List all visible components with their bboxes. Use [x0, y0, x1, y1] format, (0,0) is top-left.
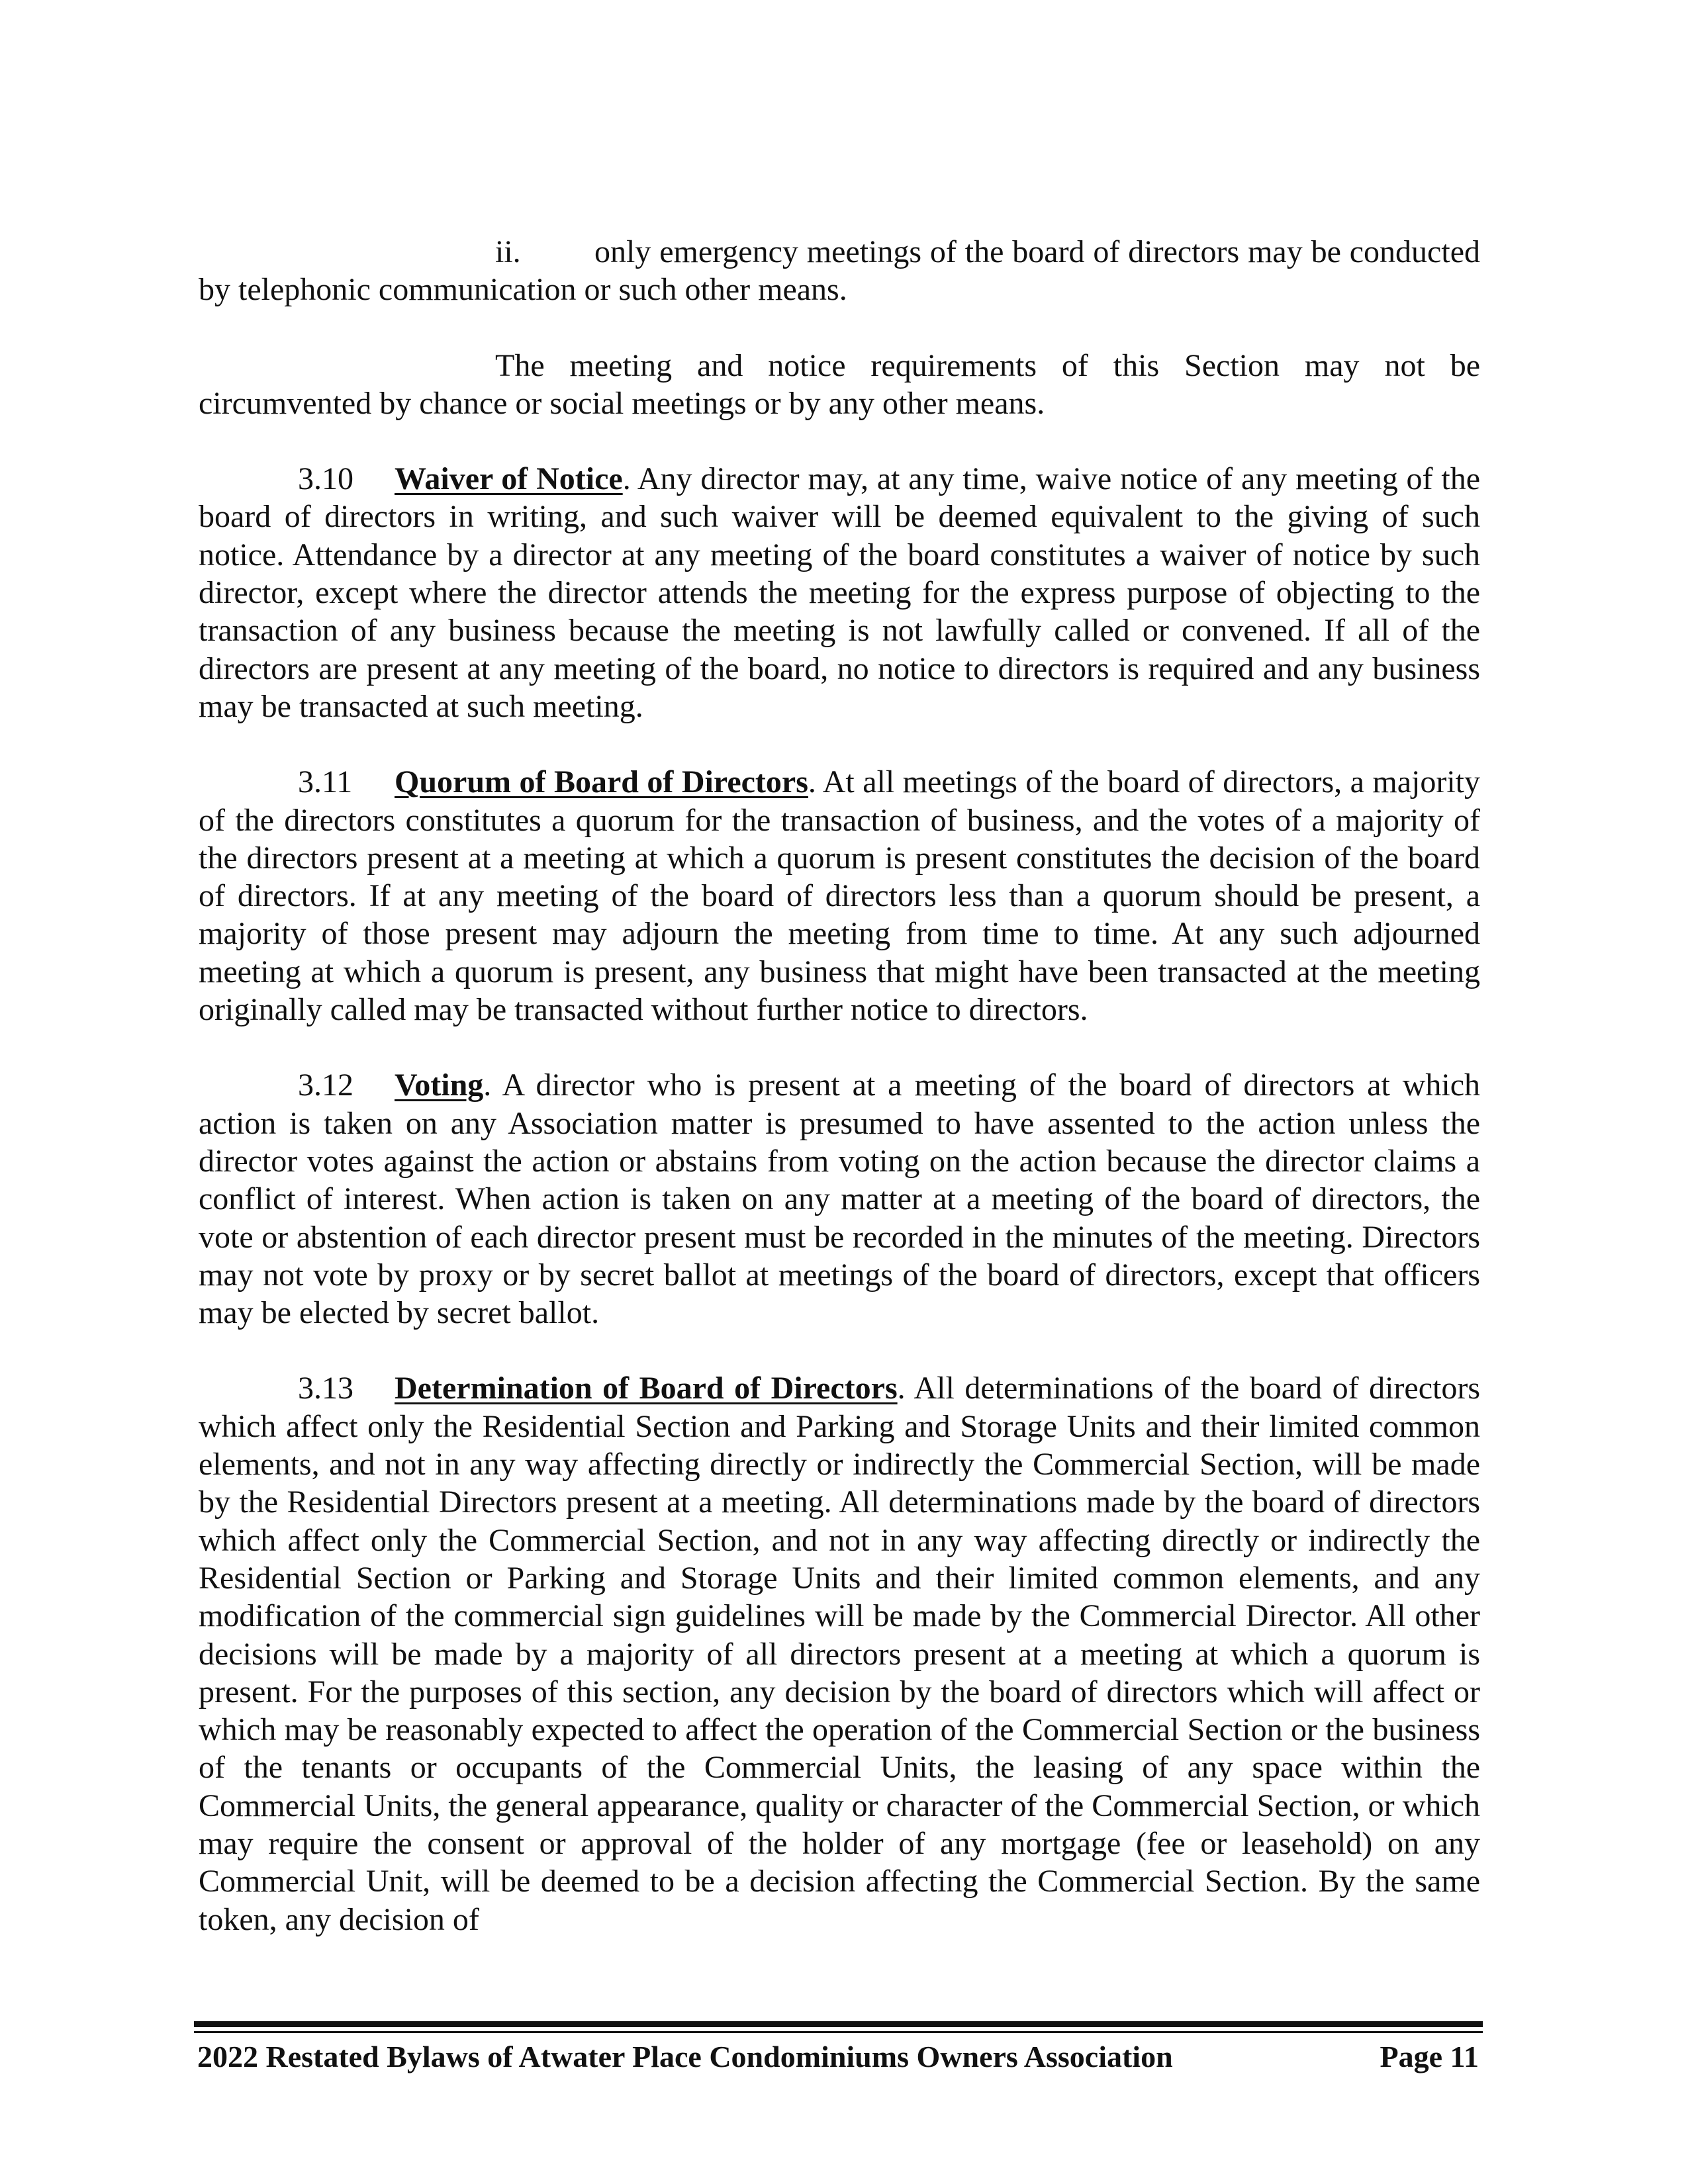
- section-text: . At all meetings of the board of directors, a majority of the directors constitutes a quorum for the transaction of business, and the votes of a majority of the directors present at a meeting at which a quorum is present constitutes the decision of the board of directors. If at any meeting of the board of directors less than a quorum should be present, a majority of those present may adjourn the meeting from time to time. At any such adjourned meeting at which a quorum is present, any business that might have been transacted at the meeting originally called may be transacted without further notice to directors.: [199, 764, 1481, 1028]
- document-body: [199, 233, 1480, 1976]
- footer-rule-thick: [194, 2021, 1483, 2027]
- list-item-number: ii.: [495, 234, 521, 269]
- section-3-12: [199, 1066, 1480, 1332]
- meeting-requirements-paragraph: The meeting and notice requirements of this Section may not be circumvented by chance or social meetings or by any other means.: [199, 347, 1480, 421]
- section-number: 3.11: [298, 764, 353, 800]
- section-title: Voting: [395, 1068, 484, 1103]
- footer-rule-thin: [194, 2031, 1483, 2033]
- footer-title: 2022 Restated Bylaws of Atwater Place Condominiums Owners Association: [197, 2040, 1173, 2073]
- page-footer: [197, 2037, 1479, 2077]
- list-item-ii: [199, 233, 1480, 309]
- section-3-11: [199, 763, 1480, 1028]
- section-text: . A director who is present at a meeting of the board of directors at which action is taken on any Association matter is presumed to have assented to the action unless the director votes against the action or abstains from voting on the action because the director claims a conflict of interest. When action is taken on any matter at a meeting of the board of directors, the vote or abstention of each director present must be recorded in the minutes of the meeting. Directors may not vote by proxy or by secret ballot at meetings of the board of directors, except that officers may be elected by secret ballot.: [199, 1068, 1480, 1331]
- section-3-10: [199, 460, 1480, 725]
- section-title: Quorum of Board of Directors: [395, 764, 808, 800]
- section-number: 3.10: [298, 461, 353, 497]
- section-text: . Any director may, at any time, waive notice of any meeting of the board of directors in writing, and such waiver will be deemed equivalent to the giving of such notice. Attendance by a director at any meeting of the board constitutes a waiver of notice by such director, except where the director attends the meeting for the express purpose of objecting to the transaction of any business because the meeting is not lawfully called or convened. If all of the directors are present at any meeting of the board, no notice to directors is required and any business may be transacted at such meeting.: [199, 461, 1481, 724]
- section-title: Waiver of Notice: [395, 461, 623, 497]
- section-title: Determination of Board of Directors: [395, 1371, 898, 1406]
- section-text: . All determinations of the board of directors which affect only the Residential Section and Parking and Storage Units and their limited common elements, and not in any way affecting directly or indirectly the Commercial Section, will be made by the Residential Directors present at a meeting. All determinations made by the board of directors which affect only the Commercial Section, and not in any way affecting directly or indirectly the Residential Section or Parking and Storage Units and their limited common elements, and any modification of the commercial sign guidelines will be made by the Commercial Director. All other decisions will be made by a majority of all directors present at a meeting at which a quorum is present. For the purposes of this section, any decision by the board of directors which will affect or which may be reasonably expected to affect the operation of the Commercial Section or the business of the tenants or occupants of the Commercial Units, the leasing of any space within the Commercial Units, the general appearance, quality or character of the Commercial Section, or which may require the consent or approval of the holder of any mortgage (fee or leasehold) on any Commercial Unit, will be deemed to be a decision affecting the Commercial Section. By the same token, any decision of: [199, 1371, 1480, 1937]
- list-item-text: only emergency meetings of the board of directors may be conducted by telephonic communication or such other means.: [199, 234, 1480, 308]
- section-number: 3.12: [298, 1068, 353, 1103]
- section-number: 3.13: [298, 1371, 353, 1406]
- page-number: Page 11: [1380, 2040, 1479, 2073]
- section-3-13: [199, 1369, 1480, 1938]
